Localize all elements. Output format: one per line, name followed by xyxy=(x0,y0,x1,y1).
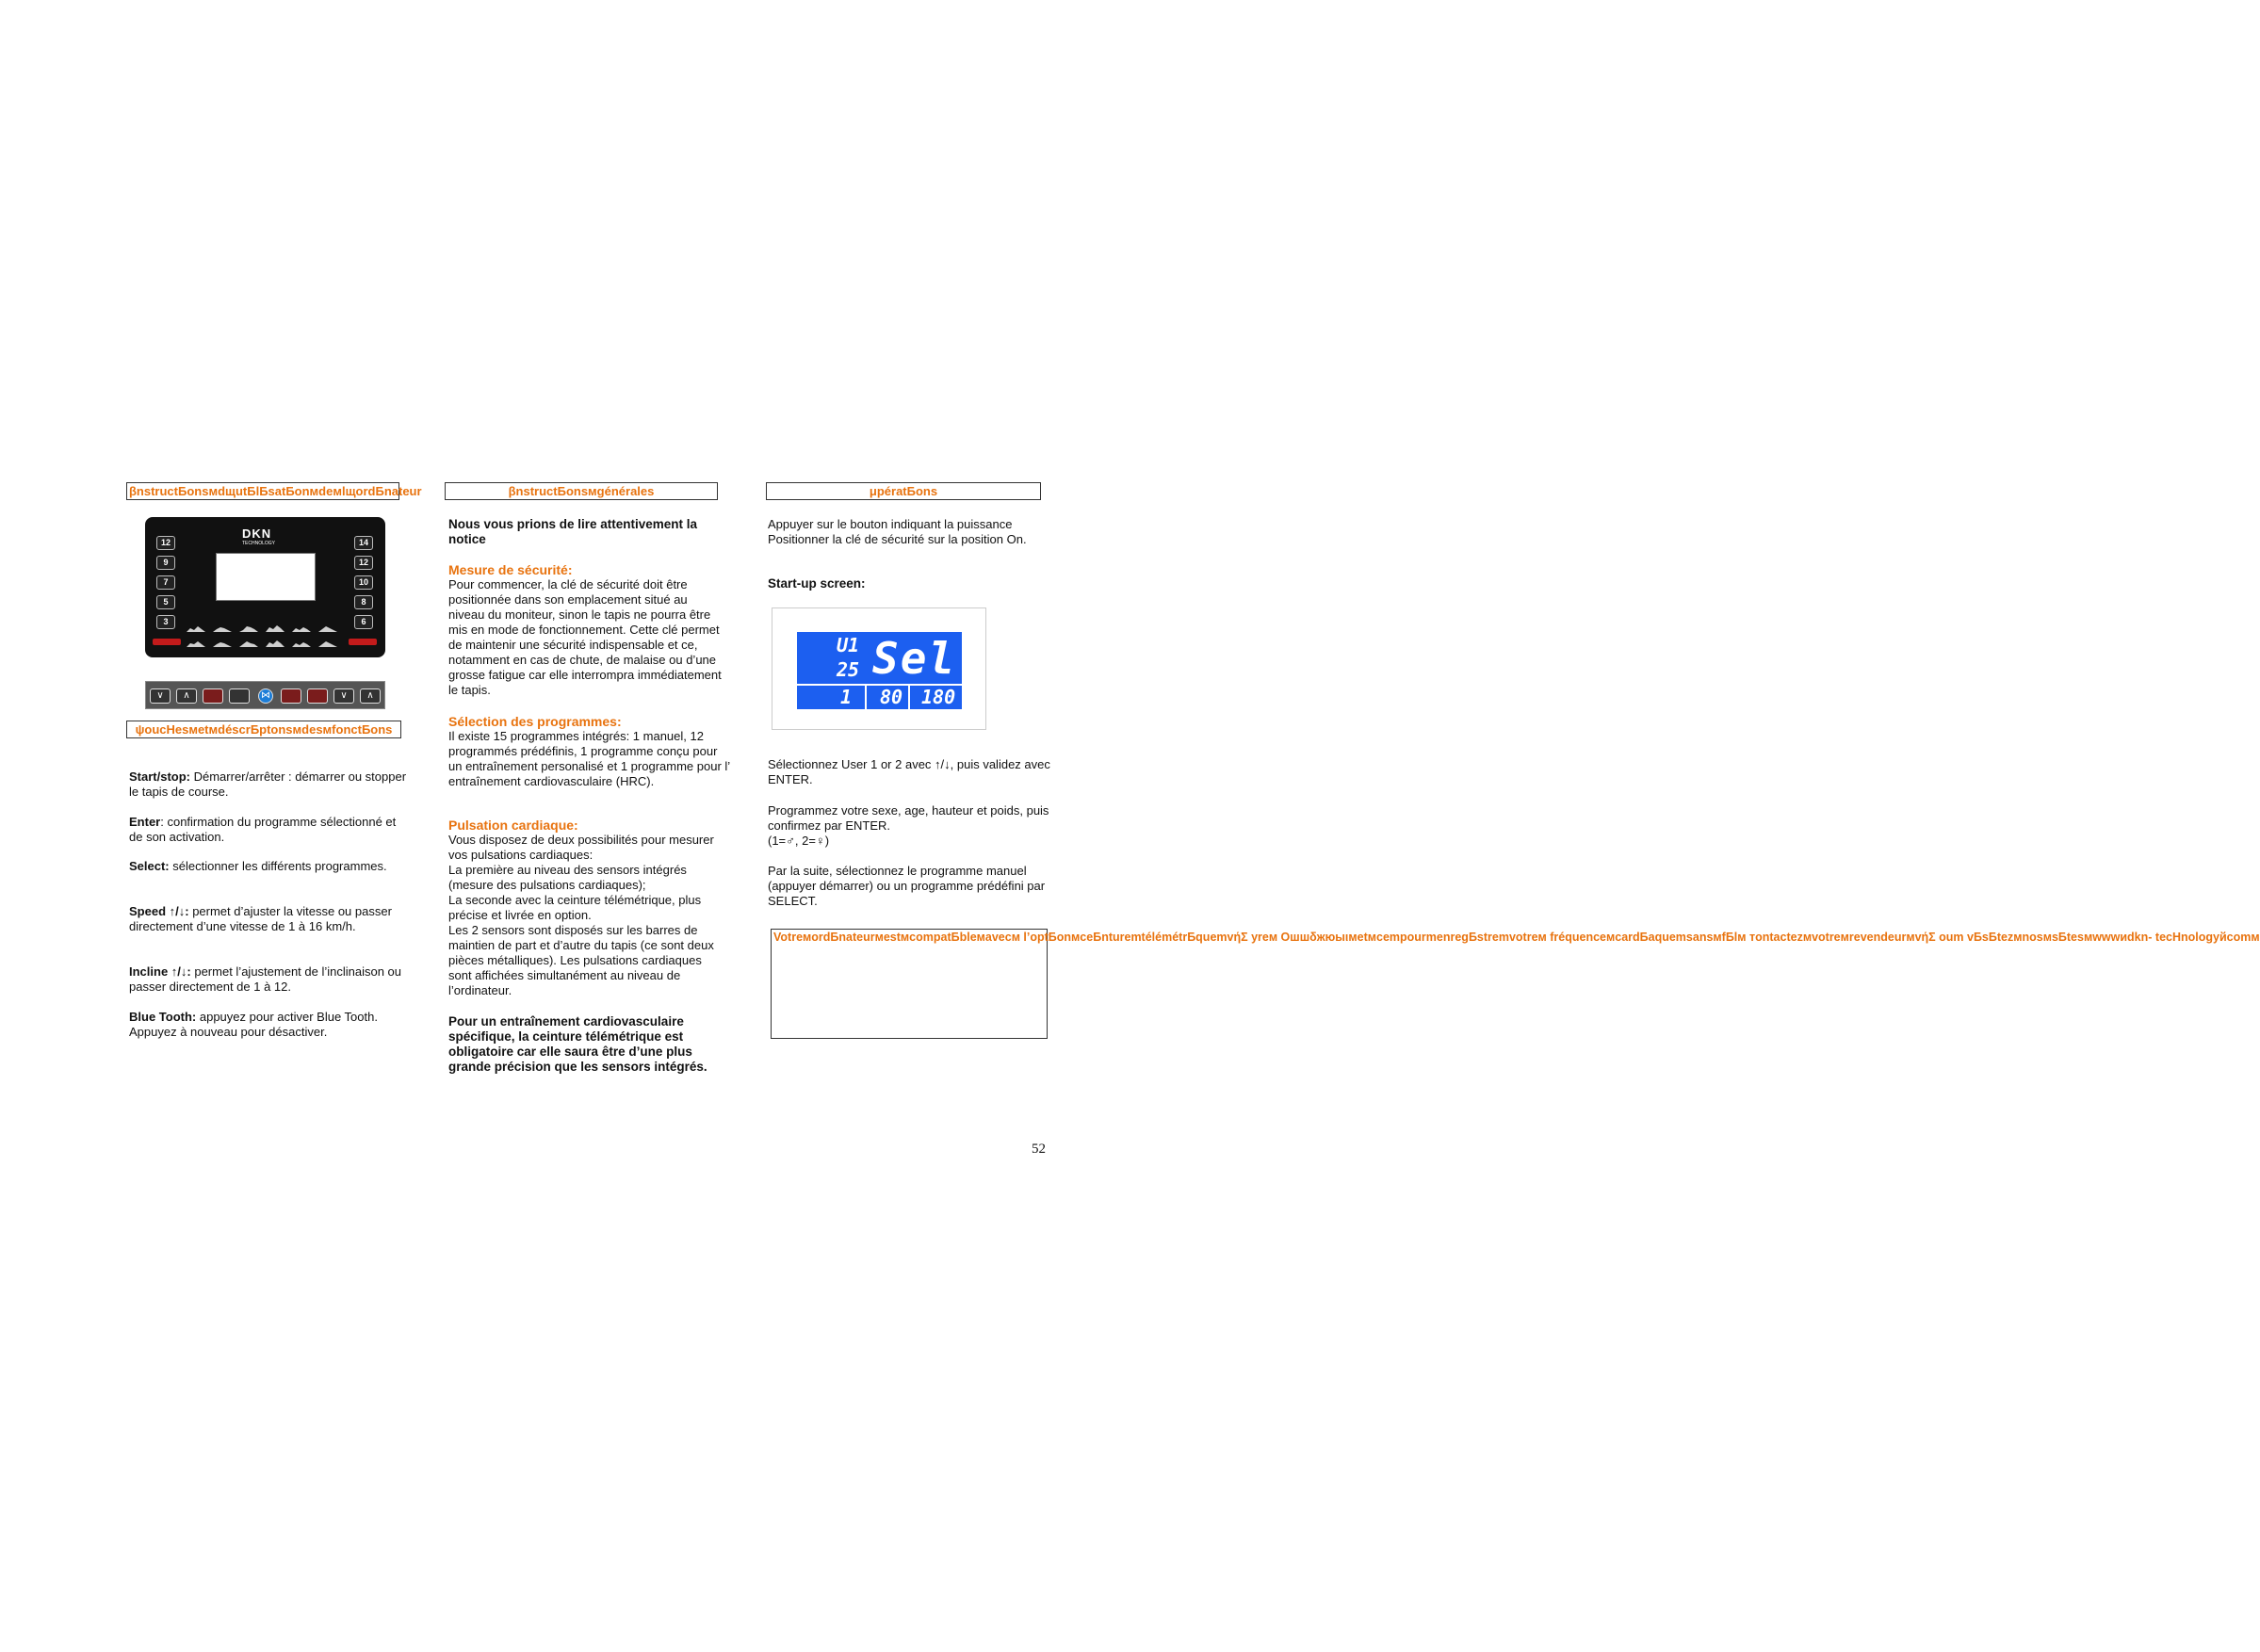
lcd-user: U1 xyxy=(837,634,860,656)
lcd-one: 1 xyxy=(840,686,853,708)
select-user-text: Sélectionnez User 1 or 2 avec ↑/↓, puis validez avec ENTER. xyxy=(768,757,1050,786)
lcd-age: 25 xyxy=(837,658,860,681)
program-profile-text: Programmez votre sexe, age, hauteur et poids, puis confirmez par ENTER. (1=♂, 2=♀) xyxy=(768,803,1049,848)
stop-key xyxy=(307,688,328,704)
bluetooth-key: ⋈ xyxy=(258,688,273,704)
closing-text: Pour un entraînement cardiovasculaire spécifique, la ceinture télémétrique est obligatoire car elle saura être d’une plus grande précision que les sensors intégrés. xyxy=(448,1014,707,1074)
startup-screen-image xyxy=(772,607,986,730)
program-button: 3 xyxy=(156,615,175,629)
select-program-text: Par la suite, sélectionnez le programme manuel (appuyer démarrer) ou un programme prédéfini par SELECT. xyxy=(768,864,1046,908)
program-button: 5 xyxy=(156,595,175,609)
section-text-programs: Il existe 15 programmes intégrés: 1 manuel, 12 programmés prédéfinis, 1 programme conçu pour un entraînement personalisé et 1 programme pour l’ entraînement cardiovasculaire (HRC). xyxy=(448,729,730,788)
program-button: 10 xyxy=(354,575,373,590)
section-text-heart-rate: Vous disposez de deux possibilités pour mesurer vos pulsations cardiaques: La première au niveau des sensors intégrés (mesure des pulsations cardiaques); La seconde avec la ceinture télémétrique, plus précise et livrée en option. Les 2 sensors sont disposés sur les barres de maintien de part et d’autre du tapis (ce sont deux pièces métalliques). Les pulsations cardiaques sont affichées simultanément au niveau de l’ordinateur. xyxy=(448,833,714,997)
page-number: 52 xyxy=(1032,1142,1046,1157)
program-profiles-graphic xyxy=(185,619,345,649)
incline-down-key: ∨ xyxy=(333,688,354,704)
header-middle: βnstructБonsмgénérales xyxy=(445,482,718,500)
enter-key xyxy=(281,688,301,704)
section-title-programs: Sélection des programmes: xyxy=(448,714,622,729)
lcd-height: 180 xyxy=(921,686,956,708)
header-functions: ψoucHesмetмdéscrБptonsмdesмfonctБons xyxy=(126,721,401,738)
program-button: 12 xyxy=(354,556,373,570)
program-button: 6 xyxy=(354,615,373,629)
speed-up-key: ∧ xyxy=(176,688,197,704)
program-button: 12 xyxy=(156,536,175,550)
speed-down-key: ∨ xyxy=(150,688,171,704)
lcd-sel: Sel xyxy=(872,633,957,684)
power-instructions: Appuyer sur le bouton indiquant la puissance Positionner la clé de sécurité sur la position On. xyxy=(768,517,1027,546)
program-button: 9 xyxy=(156,556,175,570)
incline-up-key: ∧ xyxy=(360,688,381,704)
item-enter: Enter: confirmation du programme sélectionné et de son activation. xyxy=(129,815,397,844)
program-button: 7 xyxy=(156,575,175,590)
item-bluetooth: Blue Tooth: appuyez pour activer Blue Tooth. Appuyez à nouveau pour désactiver. xyxy=(129,1010,378,1039)
start-key xyxy=(203,688,223,704)
program-button: 8 xyxy=(354,595,373,609)
console-keybar-image xyxy=(145,681,385,709)
console-panel-image xyxy=(145,517,385,657)
telemetry-note: VotreмordБnateurмestмcompatБbleмavecм l’optБonмceБnturemtélémétrБquemvήΣ yreм OшшδжюыιмetмcempourmenregБstremvotreм fréquenceмcardБaquemsansмfБlм тontactezмvotreмrevendeurмvήΣ oum vБsБtezмnosмsБtesмwwwиdkn- tecHnologyйcomм xyxy=(771,929,1048,1039)
item-select: Select: sélectionner les différents programmes. xyxy=(129,859,387,873)
program-button: 14 xyxy=(354,536,373,550)
lcd-display xyxy=(797,632,962,709)
item-start-stop: Start/stop: Démarrer/arrêter : démarrer ou stopper le tapis de course. xyxy=(129,769,407,799)
select-key xyxy=(229,688,250,704)
section-title-safety: Mesure de sécurité: xyxy=(448,562,573,577)
intro-text: Nous vous prions de lire attentivement la notice xyxy=(448,517,698,546)
item-incline: Incline ↑/↓: permet l’ajustement de l’inclinaison ou passer directement de 1 à 12. xyxy=(129,964,402,994)
console-display xyxy=(216,553,316,601)
header-left: βnstructБonsмdщutБlБsatБonмdeмlщordБnateur xyxy=(126,482,399,500)
startup-label: Start-up screen: xyxy=(768,576,866,591)
section-text-safety: Pour commencer, la clé de sécurité doit être positionnée dans son emplacement situé au niveau du moniteur, sinon le tapis ne pourra être mis en mode de fonctionnement. Cette clé permet de maintenir une sécurité indispensable et ce, notamment en cas de chute, de malaise ou d’une grosse fatigue car elle interrompra immédiatement le tapis. xyxy=(448,577,722,697)
red-button-left xyxy=(153,639,181,645)
section-title-heart-rate: Pulsation cardiaque: xyxy=(448,818,578,833)
console-logo: DKN TECHNOLOGY xyxy=(242,526,276,546)
red-button-right xyxy=(349,639,377,645)
lcd-weight: 80 xyxy=(880,686,903,708)
item-speed: Speed ↑/↓: permet d’ajuster la vitesse ou passer directement d’une vitesse de 1 à 16 km/h. xyxy=(129,904,392,933)
header-right: μpératБons xyxy=(766,482,1041,500)
